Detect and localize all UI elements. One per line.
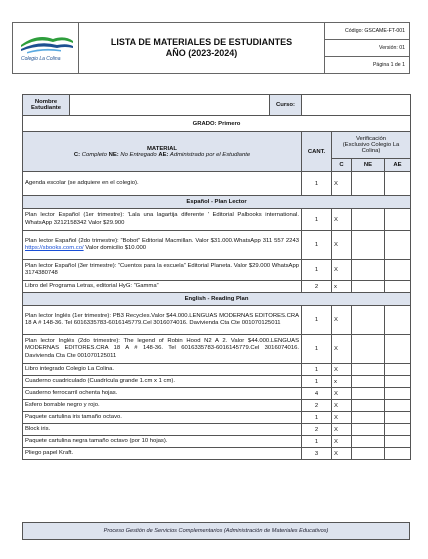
logo-text: Colegio La Colina	[21, 56, 61, 62]
item-check-ne[interactable]	[352, 388, 385, 400]
table-row	[23, 172, 411, 196]
table-row	[23, 364, 411, 376]
item-check-ae[interactable]	[385, 306, 411, 335]
table-row	[23, 412, 411, 424]
item-check-ne[interactable]	[352, 260, 385, 281]
item-quantity: 2	[302, 424, 332, 436]
item-check-c[interactable]: X	[332, 364, 352, 376]
table-row	[23, 424, 411, 436]
col-ne-header: NE	[352, 159, 385, 172]
student-name-field[interactable]	[70, 95, 270, 116]
item-quantity: 1	[302, 231, 332, 260]
item-check-c[interactable]: X	[332, 412, 352, 424]
item-quantity: 1	[302, 260, 332, 281]
title-line-1: LISTA DE MATERIALES DE ESTUDIANTES	[110, 37, 293, 47]
table-row	[23, 260, 411, 281]
sbooks-link[interactable]: https://sbooks.com.co/	[25, 245, 84, 251]
item-description: Esfero borrable negro y rojo.	[23, 400, 302, 412]
item-check-ne[interactable]	[352, 209, 385, 231]
school-logo	[13, 23, 79, 73]
item-check-c[interactable]: X	[332, 260, 352, 281]
item-description: Cuaderno cuadriculado (Cuadrícula grande 1.cm x 1 cm).	[23, 376, 302, 388]
item-check-c[interactable]: X	[332, 209, 352, 231]
section-title-english: English - Reading Plan	[23, 293, 411, 306]
grade-label: GRADO: Primero	[23, 116, 411, 132]
course-label: Curso:	[270, 95, 302, 116]
item-check-ne[interactable]	[352, 281, 385, 293]
item-check-c[interactable]: X	[332, 448, 352, 460]
item-check-ae[interactable]	[385, 376, 411, 388]
item-text: Plan lector Español (2do trimestre): “Bobot” Editorial Macmillan. Valor $31.000.WhatsApp 311 557 2243	[25, 237, 300, 244]
section-header-row	[23, 293, 411, 306]
item-check-ne[interactable]	[352, 376, 385, 388]
item-check-ae[interactable]	[385, 281, 411, 293]
document-title	[79, 23, 325, 73]
materials-table	[22, 94, 411, 460]
document-version: Versión: 01	[325, 40, 409, 57]
item-check-c[interactable]: X	[332, 436, 352, 448]
item-check-ne[interactable]	[352, 448, 385, 460]
student-row	[23, 95, 411, 116]
item-check-c[interactable]: x	[332, 376, 352, 388]
item-description: Libro integrado Colegio La Colina.	[23, 364, 302, 376]
item-quantity: 2	[302, 281, 332, 293]
table-row	[23, 231, 411, 260]
item-check-ne[interactable]	[352, 335, 385, 364]
col-c-header: C	[332, 159, 352, 172]
item-check-ne[interactable]	[352, 172, 385, 196]
item-description	[23, 231, 302, 260]
item-check-ne[interactable]	[352, 400, 385, 412]
item-check-ae[interactable]	[385, 209, 411, 231]
item-check-ne[interactable]	[352, 436, 385, 448]
legend-c-text: Completo	[80, 151, 109, 158]
item-quantity: 1	[302, 172, 332, 196]
item-check-ae[interactable]	[385, 260, 411, 281]
table-row	[23, 306, 411, 335]
legend-ne-text: No Entregado	[118, 151, 159, 158]
item-quantity: 1	[302, 412, 332, 424]
item-check-ae[interactable]	[385, 400, 411, 412]
verification-subtitle: (Exclusivo Colegio La Colina)	[342, 142, 400, 154]
item-check-ne[interactable]	[352, 306, 385, 335]
item-check-c[interactable]: X	[332, 424, 352, 436]
item-description: Libro del Programa Letras, editorial HyG: “Gamma”	[23, 281, 302, 293]
col-ae-header: AE	[385, 159, 411, 172]
item-check-ne[interactable]	[352, 412, 385, 424]
item-check-c[interactable]: X	[332, 306, 352, 335]
section-header-row	[23, 196, 411, 209]
item-quantity: 1	[302, 335, 332, 364]
material-title: MATERIAL	[147, 145, 177, 152]
table-row	[23, 436, 411, 448]
item-check-ae[interactable]	[385, 412, 411, 424]
verification-title: Verificación	[355, 136, 387, 142]
item-quantity: 1	[302, 306, 332, 335]
document-code: Código: GSCAME-FT-001	[325, 23, 409, 40]
item-check-ne[interactable]	[352, 424, 385, 436]
item-check-ae[interactable]	[385, 172, 411, 196]
item-description: Plan lector Inglés (1er trimestre): PB3 Recycles.Valor $44.000.LENGUAS MODERNAS EDITORES.CRA 18 A # 148-36. Tel 6016335783-6016145779.Cel 3016074016. Davivienda Cta Cte 001070125011	[23, 306, 302, 335]
grade-row	[23, 116, 411, 132]
item-quantity: 1	[302, 376, 332, 388]
item-check-ae[interactable]	[385, 448, 411, 460]
item-check-c[interactable]: X	[332, 400, 352, 412]
item-description: Cuaderno ferrocarril ochenta hojas.	[23, 388, 302, 400]
item-description: Paquete cartulina negra tamaño octavo (por 10 hojas).	[23, 436, 302, 448]
item-check-c[interactable]: X	[332, 388, 352, 400]
quantity-header: CANT.	[302, 132, 332, 172]
item-check-ae[interactable]	[385, 364, 411, 376]
item-check-ne[interactable]	[352, 231, 385, 260]
item-description: Block iris.	[23, 424, 302, 436]
item-check-ae[interactable]	[385, 436, 411, 448]
page-number: Página 1 de 1	[372, 62, 405, 68]
legend-ae-code: AE:	[158, 151, 169, 158]
hills-logo-icon	[13, 23, 79, 73]
item-quantity: 1	[302, 209, 332, 231]
item-check-c[interactable]: X	[332, 335, 352, 364]
item-description: Pliego papel Kraft.	[23, 448, 302, 460]
item-check-ae[interactable]	[385, 388, 411, 400]
verification-header	[332, 132, 411, 159]
item-description: Plan lector Inglés (2do trimestre): The legend of Robin Hood N2 A 2. Valor $44.000.LENGUAS MODERNAS EDITORES.CRA 18 A # 148-36. Tel 6016335783-6016145779.Cel 3016074016. Davivienda Cta Cte 001070125011	[23, 335, 302, 364]
item-check-c[interactable]: x	[332, 281, 352, 293]
column-header-row	[23, 132, 411, 159]
document-footer: Proceso Gestión de Servicios Complementarios (Administración de Materiales Educativos)	[22, 522, 410, 540]
item-check-ne[interactable]	[352, 364, 385, 376]
material-header	[23, 132, 302, 172]
item-quantity: 3	[302, 448, 332, 460]
item-text-end: Valor domicilio $10.000	[83, 245, 147, 251]
item-check-c[interactable]: X	[332, 172, 352, 196]
legend-ae-text: Administrado por el Estudiante	[168, 151, 251, 158]
table-row	[23, 335, 411, 364]
table-row	[23, 388, 411, 400]
document-header	[12, 22, 410, 74]
item-description: Plan lector Español (1er trimestre): 'Lala una lagartija diferente ' Editorial Palbooks international. WhatsApp 3212158342 Valor $29.900	[23, 209, 302, 231]
table-row	[23, 209, 411, 231]
student-name-label: Nombre Estudiante	[23, 95, 70, 116]
item-description: Plan lector Español (3er trimestre): “Cuentos para la escuela” Editorial Planeta. Valor $29.000 WhatsApp 3174380748	[23, 260, 302, 281]
document-meta	[325, 23, 409, 73]
item-check-ae[interactable]	[385, 231, 411, 260]
item-description: Paquete cartulina iris tamaño octavo.	[23, 412, 302, 424]
item-description: Agenda escolar (se adquiere en el colegio).	[23, 172, 302, 196]
legend-ne-code: NE:	[108, 151, 119, 158]
course-field[interactable]	[302, 95, 411, 116]
item-quantity: 1	[302, 364, 332, 376]
item-quantity: 4	[302, 388, 332, 400]
table-row	[23, 376, 411, 388]
table-row	[23, 281, 411, 293]
item-check-ae[interactable]	[385, 424, 411, 436]
title-line-2: AÑO (2023-2024)	[165, 48, 238, 58]
item-quantity: 1	[302, 436, 332, 448]
section-title-spanish: Español - Plan Lector	[23, 196, 411, 209]
status-legend	[25, 152, 299, 158]
legend-c-code: C:	[73, 151, 81, 158]
table-row	[23, 448, 411, 460]
table-row	[23, 400, 411, 412]
item-quantity: 2	[302, 400, 332, 412]
item-check-ae[interactable]	[385, 335, 411, 364]
item-check-c[interactable]: X	[332, 231, 352, 260]
